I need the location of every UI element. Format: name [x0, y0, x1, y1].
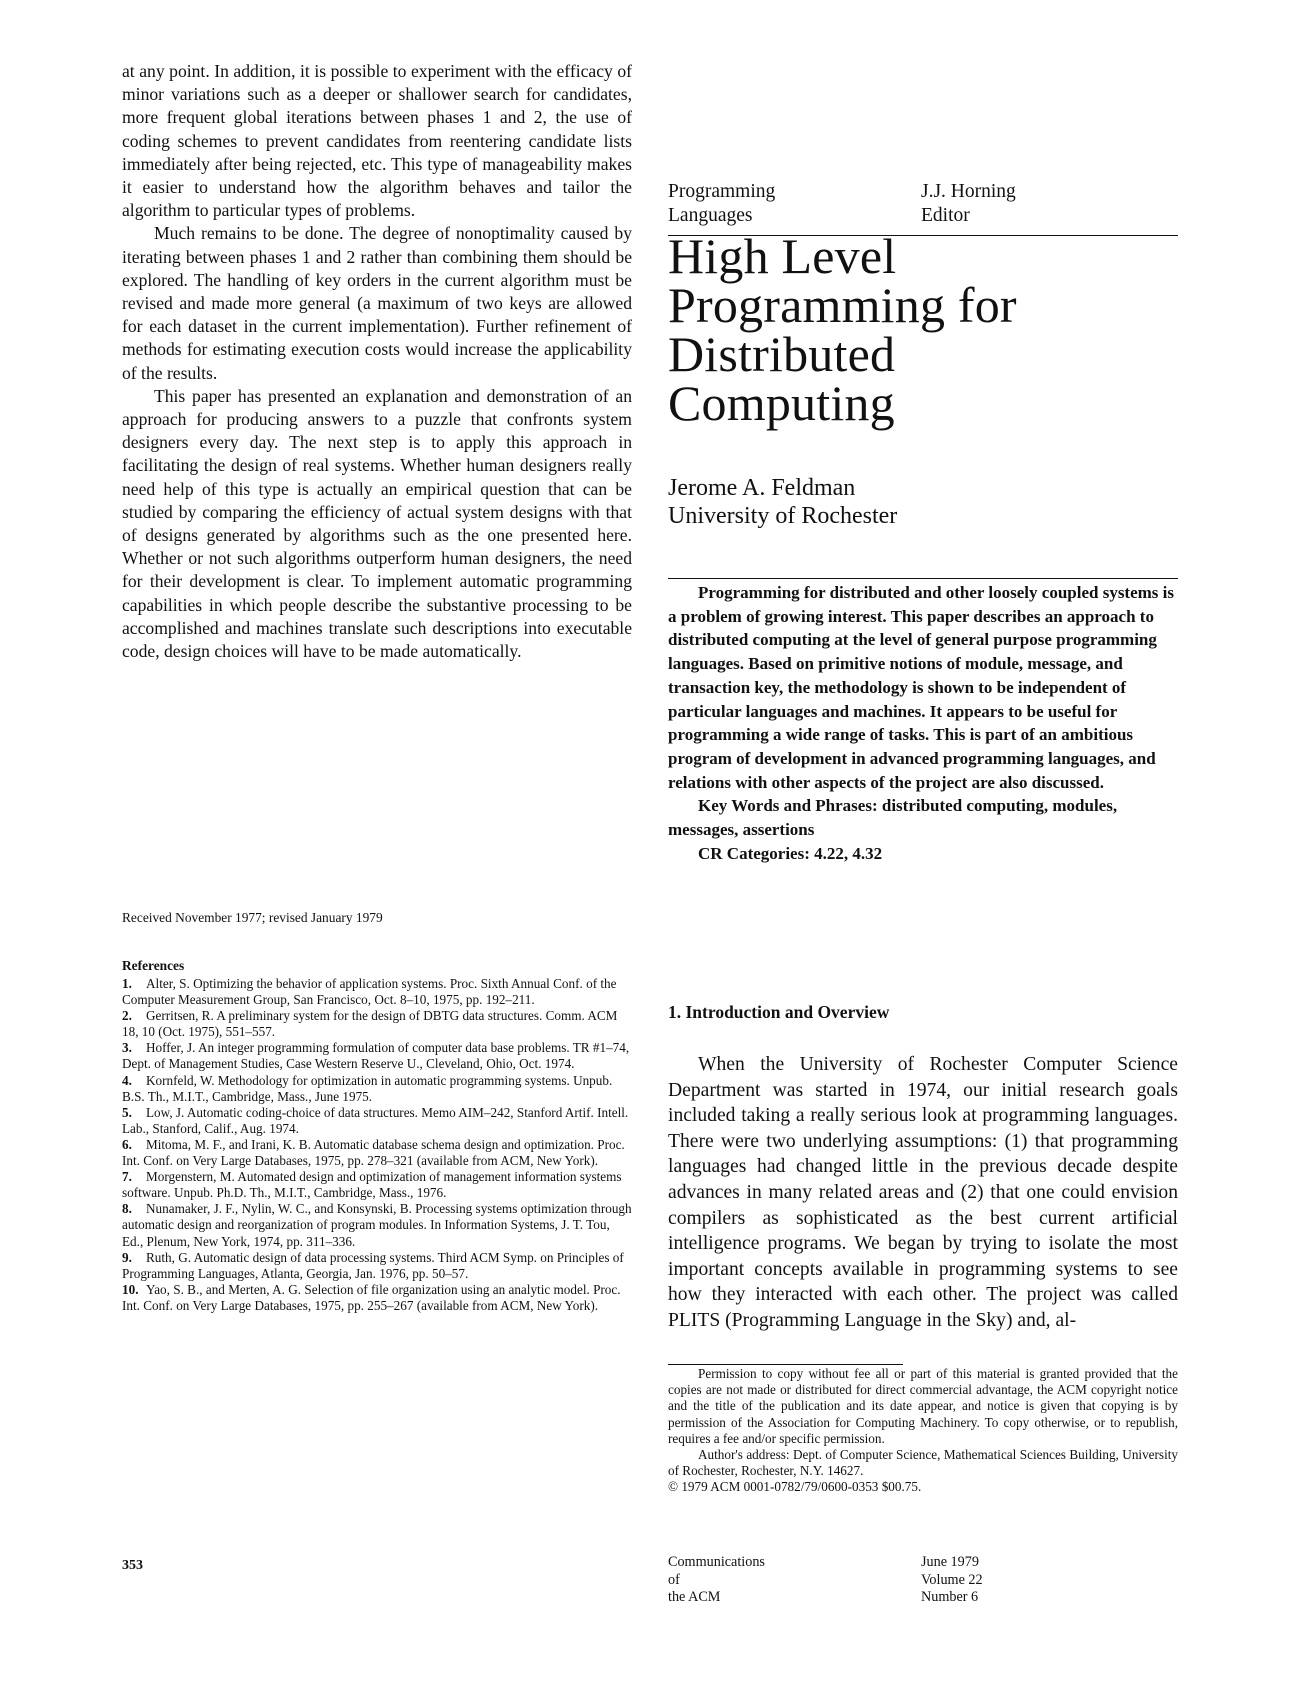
reference-text: Alter, S. Optimizing the behavior of application systems. Proc. Sixth Annual Conf. of the Computer Measurement Group, San Francisco, Oct. 8–10, 1975, pp. 192–211.: [122, 976, 617, 1008]
reference-number: 9.: [122, 1249, 132, 1265]
received-date-note: Received November 1977; revised January 1979: [122, 910, 383, 925]
body-paragraph: at any point. In addition, it is possible to experiment with the efficacy of minor variations such as a deeper or shallower search for candidates, more frequent global iterations between phases 1 and 2, the use of coding schemes to prevent candidates from reentering candidate lists immediately after being rejected, etc. This type of manageability makes it easier to understand how the algorithm behaves and tailor the algorithm to particular types of problems.: [122, 61, 632, 221]
permission-text: Permission to copy without fee all or part of this material is granted provided that the copies are not made or distributed for direct commercial advantage, the ACM copyright notice and the title of the publication and its date appear, and notice is given that copying is by permission of the Association for Computing Machinery. To copy otherwise, or to republish, requires a fee and/or specific permission.: [668, 1366, 1178, 1446]
author-name: Jerome A. Feldman: [668, 475, 856, 501]
issue-volume: Volume 22: [921, 1571, 983, 1588]
reference-number: 4.: [122, 1072, 132, 1088]
permission-notice: [668, 1366, 1178, 1496]
title-line: Programming for: [668, 277, 1017, 333]
journal-name-line: of: [668, 1571, 680, 1588]
journal-name-line: Communications: [668, 1554, 765, 1570]
reference-text: Mitoma, M. F., and Irani, K. B. Automatic database schema design and optimization. Proc. Int. Conf. on Very Large Databases, 1975, pp. 278–321 (available from ACM, New York).: [122, 1136, 625, 1169]
reference-item: [122, 1008, 632, 1040]
cr-categories: CR Categories: 4.22, 4.32: [698, 843, 883, 863]
references-list: [122, 976, 632, 1314]
abstract-divider: [668, 578, 1178, 579]
reference-text: Gerritsen, R. A preliminary system for the design of DBTG data structures. Comm. ACM 18, 10 (Oct. 1975), 551–557.: [122, 1008, 618, 1040]
reference-number: 3.: [122, 1040, 132, 1056]
reference-number: 6.: [122, 1136, 132, 1152]
section-label-line: Programming: [668, 181, 776, 202]
keywords: Key Words and Phrases: distributed computing, modules, messages, assertions: [668, 796, 1118, 840]
reference-number: 8.: [122, 1201, 132, 1217]
issue-number: Number 6: [921, 1589, 979, 1605]
issue-info: [921, 1554, 983, 1607]
reference-text: Nunamaker, J. F., Nylin, W. C., and Konsynski, B. Processing systems optimization through automatic design and reorganization of program modules. In Information Systems, J. T. Tou, Ed., Plenum, New York, 1974, pp. 311–336.: [122, 1201, 632, 1249]
references-section: [122, 958, 632, 1314]
reference-item: [122, 1137, 632, 1169]
reference-number: 5.: [122, 1104, 132, 1120]
reference-number: 2.: [122, 1008, 132, 1024]
reference-text: Morgenstern, M. Automated design and optimization of management information systems software. Unpub. Ph.D. Th., M.I.T., Cambridge, Mass., 1976.: [122, 1169, 622, 1201]
journal-name: [668, 1554, 765, 1607]
reference-text: Kornfeld, W. Methodology for optimization in automatic programming systems. Unpub. B.S. Th., M.I.T., Cambridge, Mass., June 1975.: [122, 1072, 613, 1104]
journal-name-line: the ACM: [668, 1589, 721, 1605]
copyright-line: © 1979 ACM 0001-0782/79/0600-0353 $00.75.: [668, 1479, 922, 1495]
abstract: [668, 581, 1178, 865]
section-label: [668, 180, 908, 228]
abstract-text: Programming for distributed and other loosely coupled systems is a problem of growing interest. This paper describes an approach to distributed computing at the level of general purpose programming languages. Based on primitive notions of module, message, and transaction key, the methodology is shown to be independent of particular languages and machines. It appears to be useful for programming a wide range of tasks. This is part of an ambitious program of development in advanced programming languages, and relations with other aspects of the project are also discussed.: [668, 583, 1175, 792]
introduction-paragraph: When the University of Rochester Computer Science Department was started in 1974, our initial research goals included taking a really serious look at programming languages. There were two underlying assumptions: (1) that programming languages had changed little in the previous decade despite advances in many related areas and (2) that one could envision compilers as sophisticated as the best current artificial intelligence programs. We began by trying to isolate the most important concepts available in programming systems to see how they interacted with each other. The project was called PLITS (Programming Language in the Sky) and, al-: [668, 1054, 1178, 1331]
reference-number: 10.: [122, 1281, 139, 1297]
editor-label: [921, 180, 1121, 228]
reference-text: Yao, S. B., and Merten, A. G. Selection of file organization using an analytic model. Proc. Int. Conf. on Very Large Databases, 1975, pp. 255–267 (available from ACM, New York).: [122, 1281, 621, 1313]
author-affiliation: University of Rochester: [668, 503, 898, 529]
title-line: Distributed: [668, 326, 896, 382]
reference-text: Ruth, G. Automatic design of data processing systems. Third ACM Symp. on Principles of Programming Languages, Atlanta, Georgia, Jan. 1976, pp. 50–57.: [122, 1249, 624, 1281]
body-paragraph: This paper has presented an explanation and demonstration of an approach for producing answers to a puzzle that confronts system designers every day. The next step is to apply this approach in facilitating the design of real systems. Whether human designers really need help of this type is actually an empirical question that can be studied by comparing the efficiency of actual system designs with that of designs generated by algorithms such as the one presented here. Whether or not such algorithms outperform human designers, the need for their development is clear. To implement automatic programming capabilities in which people describe the substantive processing to be accomplished and machines translate such descriptions into executable code, design choices will have to be made automatically.: [122, 385, 632, 662]
reference-item: [122, 976, 632, 1008]
reference-item: [122, 1250, 632, 1282]
reference-item: [122, 1105, 632, 1137]
reference-text: Hoffer, J. An integer programming formulation of computer data base problems. TR #1–74, Dept. of Management Studies, Case Western Reserve U., Cleveland, Ohio, Oct. 1974.: [122, 1040, 630, 1072]
reference-item: [122, 1040, 632, 1072]
reference-number: 7.: [122, 1169, 132, 1185]
reference-item: [122, 1201, 632, 1249]
section-label-line: Languages: [668, 205, 753, 226]
section-heading: 1. Introduction and Overview: [668, 1002, 890, 1022]
author-block: [668, 474, 897, 530]
left-column: [122, 60, 632, 663]
body-paragraph: Much remains to be done. The degree of nonoptimality caused by iterating between phases 1 and 2 rather than combining them should be explored. The handling of key orders in the current algorithm must be revised and made more general (a maximum of two keys are allowed for each dataset in the current implementation). Further refinement of methods for estimating execution costs would increase the applicability of the results.: [122, 223, 632, 383]
reference-text: Low, J. Automatic coding-choice of data structures. Memo AIM–242, Stanford Artif. Intell. Lab., Stanford, Calif., Aug. 1974.: [122, 1104, 629, 1136]
page-number: 353: [122, 1558, 143, 1573]
editor-name: J.J. Horning: [921, 181, 1016, 202]
issue-date: June 1979: [921, 1554, 979, 1570]
author-address: Author's address: Dept. of Computer Science, Mathematical Sciences Building, University of Rochester, Rochester, N.Y. 14627.: [668, 1447, 1178, 1479]
reference-item: [122, 1073, 632, 1105]
footnote-divider: [668, 1364, 903, 1365]
title-line: Computing: [668, 375, 895, 431]
reference-item: [122, 1169, 632, 1201]
reference-item: [122, 1282, 632, 1314]
title-line: High Level: [668, 228, 897, 284]
references-heading: References: [122, 958, 185, 973]
article-title: [668, 228, 1178, 431]
editor-role: Editor: [921, 205, 970, 226]
reference-number: 1.: [122, 976, 132, 991]
